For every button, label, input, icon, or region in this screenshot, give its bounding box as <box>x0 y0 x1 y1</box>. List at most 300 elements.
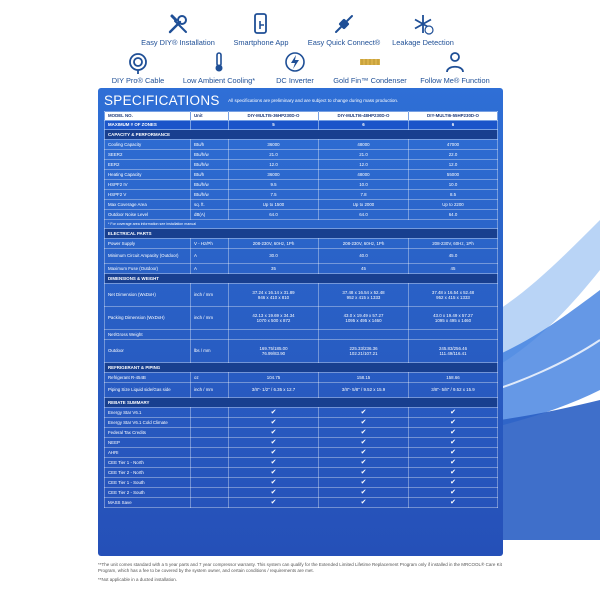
wrench-screwdriver-icon <box>166 12 190 36</box>
cell-value <box>229 239 319 249</box>
cell-value-line: Up to 2200 <box>442 201 464 207</box>
row-unit: lbs / mm <box>191 340 229 363</box>
row-unit <box>191 488 229 498</box>
table-row <box>105 140 498 150</box>
check-cell <box>319 428 409 438</box>
check-cell <box>409 418 498 428</box>
check-icon: ✔ <box>360 429 367 436</box>
feature-label: Follow Me® Function <box>420 76 490 85</box>
row-unit: sq. ft. <box>191 200 229 210</box>
row-unit: A <box>191 264 229 274</box>
row-label: Packing Dimension (WxDxH) <box>105 307 191 330</box>
row-label: AHRI <box>105 448 191 458</box>
cell-value-line: 64.0 <box>269 211 278 217</box>
section-note: * For coverage area information see installation manual <box>105 220 498 229</box>
row-unit: inch / mm <box>191 284 229 307</box>
sheet-header <box>104 92 499 110</box>
row-unit: Btu/h/w <box>191 190 229 200</box>
cell-value <box>229 330 319 340</box>
cell-value-line: 64.0 <box>448 211 458 217</box>
row-label: CEE Tier 1 - South <box>105 478 191 488</box>
row-unit <box>191 428 229 438</box>
row-unit: V - Hz/Ph <box>191 239 229 249</box>
check-icon: ✔ <box>270 459 277 466</box>
cell-value-line: 1095 x 495 x 1460 <box>434 318 472 323</box>
cell-value <box>409 190 498 200</box>
table-row <box>105 264 498 274</box>
cell-value <box>409 340 498 363</box>
cell-value <box>319 200 409 210</box>
row-label: Federal Tax Credits <box>105 428 191 438</box>
cell-value <box>319 140 409 150</box>
check-cell <box>229 448 319 458</box>
cell-value-line: 47000 <box>446 141 460 147</box>
cell-value-line: 48000 <box>357 171 370 177</box>
cell-value <box>229 249 319 264</box>
sheet-title: SPECIFICATIONS <box>104 93 220 108</box>
cell-value <box>409 140 498 150</box>
cell-value <box>319 210 409 220</box>
row-label: Cooling Capacity <box>105 140 191 150</box>
row-unit <box>191 408 229 418</box>
cell-value-line: 158.66 <box>446 374 460 380</box>
cell-value-line: 12.0 <box>269 161 278 167</box>
person-icon <box>443 50 467 74</box>
cell-value-line: 158.15 <box>356 374 371 380</box>
feature-label: Smartphone App <box>233 38 289 47</box>
cell-value-line: 45 <box>361 265 366 271</box>
row-unit: Btu/h/w <box>191 150 229 160</box>
cell-value <box>319 383 409 398</box>
cell-value-line: 43.0 x 19.49 x 57.27 <box>343 312 384 318</box>
cell-value <box>319 373 409 383</box>
cell-value-line: 10.0 <box>359 181 368 187</box>
row-unit: A <box>191 249 229 264</box>
cell-value-line: 9.5 <box>270 181 277 187</box>
check-icon: ✔ <box>450 459 456 466</box>
feature-label: DC Inverter <box>276 76 314 85</box>
feature-label: DIY Pro® Cable <box>111 76 165 85</box>
row-unit: Btu/h/w <box>191 180 229 190</box>
cell-value <box>409 264 498 274</box>
check-cell <box>229 458 319 468</box>
table-row <box>105 239 498 249</box>
cell-value <box>229 180 319 190</box>
cell-value-line: 10.0 <box>448 181 458 187</box>
cell-value <box>319 170 409 180</box>
check-icon: ✔ <box>270 469 277 476</box>
section-title: DIMENSIONS & WEIGHT <box>105 274 498 284</box>
cell-value <box>409 210 498 220</box>
check-cell <box>319 498 409 508</box>
table-row <box>105 373 498 383</box>
table-row <box>105 180 498 190</box>
cell-value-line: 3/8"- 5/8" / 9.52 x 15.9 <box>341 387 386 393</box>
cell-value-line: 952 x 415 x 1333 <box>436 295 470 300</box>
cell-value-line: 45.0 <box>448 253 458 259</box>
cell-value <box>229 160 319 170</box>
row-unit: Btu/h/w <box>191 160 229 170</box>
specifications-sheet <box>98 88 503 556</box>
cell-value-line: 37.48 x 16.54 x 52.48 <box>431 289 475 295</box>
rebate-row <box>105 428 498 438</box>
check-cell <box>319 418 409 428</box>
capacity-section <box>105 130 498 229</box>
cell-value-line: 208-230V, 60Hz, 1Ph <box>432 240 474 246</box>
cell-value: 6 <box>319 121 409 130</box>
check-cell <box>409 488 498 498</box>
table-header-row <box>105 112 498 121</box>
rebate-row <box>105 408 498 418</box>
check-cell <box>319 468 409 478</box>
table-row <box>105 150 498 160</box>
cell-value <box>229 284 319 307</box>
check-cell <box>229 488 319 498</box>
cell-value-line: 37.48 x 16.54 x 52.48 <box>342 289 385 295</box>
cell-value-line: 30.0 <box>269 253 278 259</box>
cell-value-line: 3/8"- 5/8" / 9.52 x 15.9 <box>431 387 475 393</box>
check-icon: ✔ <box>270 489 277 496</box>
feature-label: Gold Fin™ Condenser <box>333 76 407 85</box>
cell-value <box>319 249 409 264</box>
cell-value <box>319 190 409 200</box>
check-cell <box>409 408 498 418</box>
check-cell <box>319 478 409 488</box>
cell-value-line: 12.0 <box>448 161 458 167</box>
row-label: Max Coverage Area <box>105 200 191 210</box>
check-icon: ✔ <box>270 419 277 426</box>
header-cell: Unit <box>191 112 229 121</box>
cell-value-line: 42.13 x 19.69 x 34.34 <box>252 312 295 318</box>
cell-value-line: 1095 x 495 x 1460 <box>345 318 382 323</box>
section-header-row <box>105 229 498 239</box>
row-label: Net Dimension (WxDxH) <box>105 284 191 307</box>
cell-value-line: 102.21/107.21 <box>349 351 378 356</box>
row-label: Outdoor <box>105 340 191 363</box>
rebate-section <box>105 398 498 508</box>
check-cell <box>319 438 409 448</box>
lightning-bolt-icon <box>283 50 307 74</box>
row-label: HSPF2 IV <box>105 180 191 190</box>
check-cell <box>409 428 498 438</box>
cell-value <box>319 284 409 307</box>
row-label: SEER2 <box>105 150 191 160</box>
cell-value-line: 64.0 <box>359 211 368 217</box>
check-icon: ✔ <box>450 479 456 486</box>
check-icon: ✔ <box>360 419 367 426</box>
table-row <box>105 284 498 307</box>
table-row <box>105 210 498 220</box>
cell-value <box>409 330 498 340</box>
cell-value <box>229 210 319 220</box>
row-label: HSPF2 V <box>105 190 191 200</box>
rebate-row <box>105 438 498 448</box>
row-label: Piping Size Liquid side/Gas side <box>105 383 191 398</box>
snowflake-alert-icon <box>411 12 435 36</box>
row-label: Energy Star V6.1 <box>105 408 191 418</box>
table-row <box>105 249 498 264</box>
check-cell <box>229 408 319 418</box>
check-icon: ✔ <box>270 479 277 486</box>
plug-connector-icon <box>332 12 356 36</box>
cell-value-line: 55000 <box>446 171 460 177</box>
row-label: EER2 <box>105 160 191 170</box>
cell-value <box>319 160 409 170</box>
section-title: REBATE SUMMARY <box>105 398 498 408</box>
row-unit: dB(A) <box>191 210 229 220</box>
cell-value <box>319 340 409 363</box>
cell-value <box>229 140 319 150</box>
cell-value <box>229 383 319 398</box>
cell-value-line: 45 <box>450 265 456 271</box>
cable-coil-icon <box>126 50 150 74</box>
check-cell <box>229 418 319 428</box>
check-cell <box>409 468 498 478</box>
cell-value-line: 43.0 x 19.49 x 57.27 <box>433 312 473 318</box>
rebate-row <box>105 478 498 488</box>
section-note-row <box>105 220 498 229</box>
check-cell <box>229 438 319 448</box>
row-label: Heating Capacity <box>105 170 191 180</box>
cell-value <box>409 284 498 307</box>
check-icon: ✔ <box>360 489 367 496</box>
cell-value-line: 3/8"- 1/2" / 6.35 x 12.7 <box>251 387 296 393</box>
cell-value-line: 1070 x 500 x 872 <box>256 318 291 323</box>
row-label: MAXIMUM # OF ZONES <box>105 121 191 130</box>
sheet-note: All specifications are preliminary and are subject to change during mass production. <box>228 98 399 103</box>
feature-leakage-detection <box>363 12 483 47</box>
check-cell <box>319 408 409 418</box>
check-cell <box>229 498 319 508</box>
section-title: CAPACITY & PERFORMANCE <box>105 130 498 140</box>
cell-value <box>409 180 498 190</box>
check-icon: ✔ <box>360 409 367 416</box>
rebate-row <box>105 418 498 428</box>
feature-label: Leakage Detection <box>392 38 454 47</box>
cell-value: 5 <box>229 121 319 130</box>
cell-value-line: 36000 <box>267 141 280 147</box>
check-icon: ✔ <box>450 409 456 416</box>
check-icon: ✔ <box>360 469 367 476</box>
table-row <box>105 307 498 330</box>
cell-value <box>319 307 409 330</box>
header-cell: DIY-MULTI5-36HP230D-O <box>229 112 319 121</box>
spec-table <box>104 111 498 508</box>
cell-value-line: 21.0 <box>359 151 368 157</box>
row-unit <box>191 458 229 468</box>
table-row <box>105 170 498 180</box>
check-icon: ✔ <box>360 459 367 466</box>
rebate-row <box>105 498 498 508</box>
cell-value <box>229 307 319 330</box>
check-icon: ✔ <box>360 499 367 506</box>
row-unit <box>191 498 229 508</box>
cell-value-line: 36000 <box>267 171 280 177</box>
cell-value-line: 12.0 <box>359 161 368 167</box>
cell-value <box>409 160 498 170</box>
cell-value-line: 8.5 <box>449 191 457 197</box>
row-unit <box>191 330 229 340</box>
check-cell <box>229 478 319 488</box>
cell-value: 6 <box>409 121 498 130</box>
row-label: CEE Tier 2 - North <box>105 468 191 478</box>
cell-value <box>229 190 319 200</box>
cell-value <box>409 373 498 383</box>
section-header-row <box>105 363 498 373</box>
footnote: **The unit comes standard with a 5 year parts and 7 year compressor warranty. This system can qualify for the Extended Limited Lifetime Replacement Program only if installed in the MRCOOL® Care Kit Program, which has a fee to be covered by the system owner, and certain conditions / requirements are met. <box>98 562 502 573</box>
cell-value <box>409 307 498 330</box>
header-cell: MODEL NO. <box>105 112 191 121</box>
rebate-row <box>105 458 498 468</box>
row-unit: Btu/h <box>191 140 229 150</box>
thermometer-icon <box>207 50 231 74</box>
check-cell <box>409 478 498 488</box>
check-icon: ✔ <box>360 439 367 446</box>
cell-value-line: 37.24 x 16.14 x 31.89 <box>252 289 295 295</box>
cell-value <box>409 150 498 160</box>
row-label: Power Supply <box>105 239 191 249</box>
cell-value <box>229 373 319 383</box>
cell-value-line: 21.0 <box>269 151 278 157</box>
check-cell <box>409 438 498 448</box>
cell-value <box>229 150 319 160</box>
zones-row <box>105 121 498 130</box>
row-label: Maximum Fuse (Outdoor) <box>105 264 191 274</box>
cell-value-line: 111.49/116.41 <box>439 351 467 356</box>
cell-value-line: 48000 <box>357 141 370 147</box>
row-label: MASS Save <box>105 498 191 508</box>
feature-label: Low Ambient Cooling* <box>182 76 256 85</box>
cell-value-line: 225.33/236.36 <box>349 345 378 351</box>
row-unit <box>191 121 229 130</box>
cell-value-line: 35 <box>271 265 276 271</box>
table-row <box>105 200 498 210</box>
cell-value <box>319 180 409 190</box>
check-icon: ✔ <box>270 449 277 456</box>
check-cell <box>319 458 409 468</box>
check-cell <box>229 428 319 438</box>
row-unit <box>191 478 229 488</box>
table-row <box>105 330 498 340</box>
check-icon: ✔ <box>270 409 277 416</box>
table-row <box>105 340 498 363</box>
header-cell: DIY-MULTI6-48HP230D-O <box>319 112 409 121</box>
check-icon: ✔ <box>270 499 277 506</box>
row-unit <box>191 448 229 458</box>
section-title: REFRIGERANT & PIPING <box>105 363 498 373</box>
check-cell <box>229 468 319 478</box>
cell-value-line: 104.75 <box>266 374 281 380</box>
check-icon: ✔ <box>270 439 277 446</box>
cell-value-line: 952 x 415 x 1333 <box>346 295 381 300</box>
check-icon: ✔ <box>450 429 456 436</box>
row-label: NEEP <box>105 438 191 448</box>
cell-value <box>319 330 409 340</box>
section-title: ELECTRICAL PARTS <box>105 229 498 239</box>
row-label: CEE Tier 1 - North <box>105 458 191 468</box>
cell-value <box>409 170 498 180</box>
cell-value <box>229 340 319 363</box>
cell-value-line: 169.75/185.00 <box>259 345 288 351</box>
section-header-row <box>105 130 498 140</box>
row-label: Net/Gross Weight <box>105 330 191 340</box>
cell-value-line: 22.0 <box>448 151 458 157</box>
row-label: Minimum Circuit Ampacity (Outdoor) <box>105 249 191 264</box>
cell-value-line: 208-230V, 60Hz, 1Ph <box>342 240 385 246</box>
electrical-section <box>105 229 498 274</box>
cell-value-line: 7.5 <box>270 191 277 197</box>
row-unit <box>191 468 229 478</box>
row-label: Refrigerant R-454B <box>105 373 191 383</box>
cell-value-line: 7.8 <box>360 191 367 197</box>
cell-value <box>409 383 498 398</box>
smartphone-touch-icon <box>249 12 273 36</box>
cell-value-line: 208-230V, 60Hz, 1Ph <box>252 240 295 246</box>
refrigerant-section <box>105 363 498 398</box>
footnotes <box>98 562 508 586</box>
cell-value <box>319 150 409 160</box>
check-cell <box>409 448 498 458</box>
table-row <box>105 160 498 170</box>
check-icon: ✔ <box>450 439 456 446</box>
row-unit: oz <box>191 373 229 383</box>
section-header-row <box>105 274 498 284</box>
check-cell <box>319 488 409 498</box>
cell-value <box>409 200 498 210</box>
feature-follow-me <box>395 50 515 85</box>
check-icon: ✔ <box>360 449 367 456</box>
table-row <box>105 383 498 398</box>
cell-value-line: Up to 1500 <box>262 201 285 207</box>
feature-label: Easy Quick Connect® <box>307 38 381 47</box>
row-label: Energy Star V6.1 Cold Climate <box>105 418 191 428</box>
rebate-row <box>105 488 498 498</box>
row-unit: inch / mm <box>191 383 229 398</box>
row-label: Outdoor Noise Level <box>105 210 191 220</box>
check-icon: ✔ <box>450 419 456 426</box>
check-cell <box>319 448 409 458</box>
rebate-row <box>105 448 498 458</box>
row-label: CEE Tier 2 - South <box>105 488 191 498</box>
check-icon: ✔ <box>450 489 456 496</box>
row-unit: Btu/h <box>191 170 229 180</box>
rebate-row <box>105 468 498 478</box>
feature-icons <box>0 0 600 86</box>
cell-value-line: 245.83/256.46 <box>438 345 468 351</box>
check-icon: ✔ <box>450 449 456 456</box>
feature-label: Easy DIY® Installation <box>141 38 215 47</box>
cell-value-line: Up to 2000 <box>352 201 375 207</box>
row-unit <box>191 438 229 448</box>
header-cell: DIY-MULTI6-55HP230D-O <box>409 112 498 121</box>
cell-value-line: 946 x 410 x 810 <box>257 295 290 300</box>
check-icon: ✔ <box>450 469 456 476</box>
cell-value <box>229 264 319 274</box>
cell-value <box>319 264 409 274</box>
cell-value-line: 40.0 <box>359 253 368 259</box>
dimensions-section <box>105 274 498 363</box>
cell-value <box>319 239 409 249</box>
cell-value <box>409 239 498 249</box>
table-row <box>105 190 498 200</box>
check-cell <box>409 458 498 468</box>
section-header-row <box>105 398 498 408</box>
cell-value <box>229 170 319 180</box>
footnote: **Not applicable in a ducted installation. <box>98 576 178 582</box>
check-icon: ✔ <box>270 429 277 436</box>
cell-value <box>409 249 498 264</box>
gold-fin-icon <box>358 50 382 74</box>
